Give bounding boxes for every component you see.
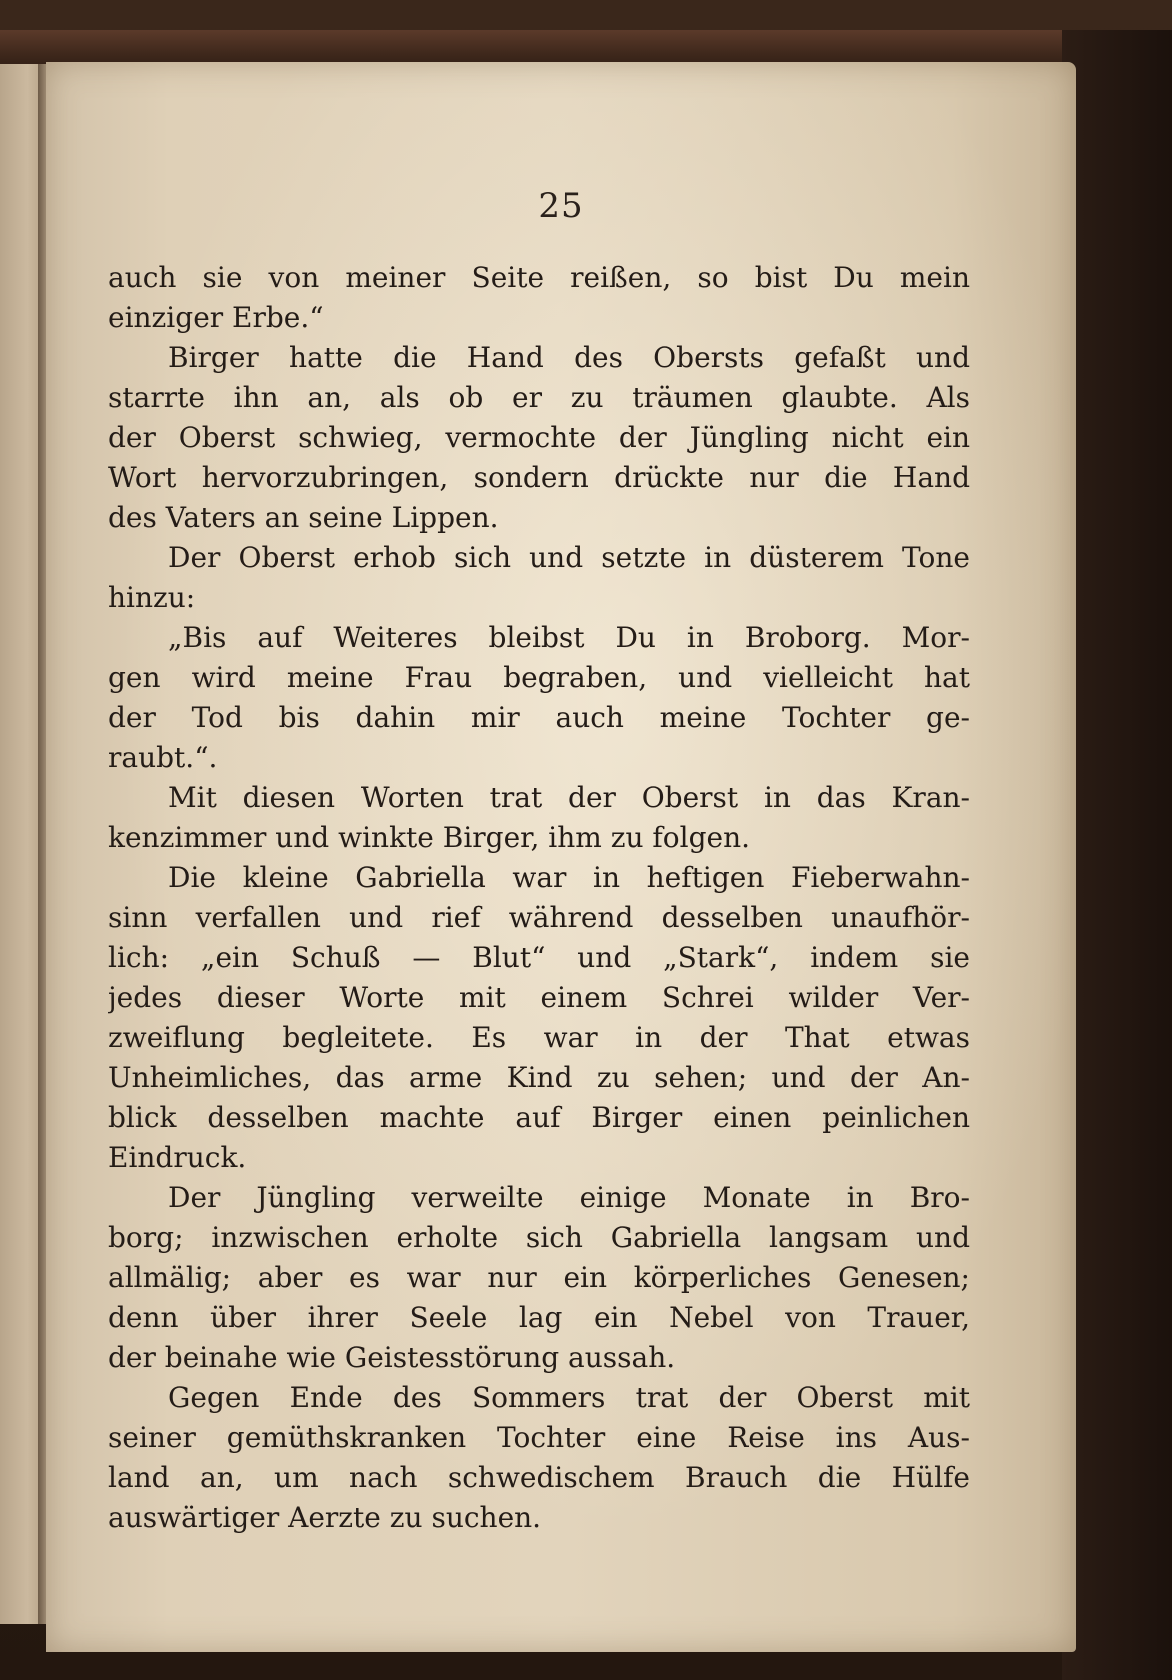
text-line: Mit diesen Worten trat der Oberst in das Kran- xyxy=(168,781,970,814)
text-line: Der Oberst erhob sich und setzte in düsterem Tone xyxy=(168,541,970,574)
text-line: Eindruck. xyxy=(108,1141,247,1174)
text-line: seiner gemüthskranken Tochter eine Reise ins Aus- xyxy=(108,1421,970,1454)
text-line: borg; inzwischen erholte sich Gabriella langsam und xyxy=(108,1221,970,1254)
text-line: Wort hervorzubringen, sondern drückte nur die Hand xyxy=(108,461,970,494)
page-number: 25 xyxy=(538,186,584,226)
text-line: Gegen Ende des Sommers trat der Oberst mit xyxy=(168,1381,970,1414)
text-line: der Oberst schwieg, vermochte der Jüngling nicht ein xyxy=(108,421,970,454)
text-line: starrte ihn an, als ob er zu träumen glaubte. Als xyxy=(108,381,970,414)
book-cover-right-edge xyxy=(1062,30,1172,1680)
text-line: Birger hatte die Hand des Obersts gefaßt und xyxy=(168,341,970,374)
text-line: sinn verfallen und rief während desselben unaufhör- xyxy=(108,901,970,934)
text-line: auswärtiger Aerzte zu suchen. xyxy=(108,1501,542,1534)
text-line: „Bis auf Weiteres bleibst Du in Broborg. Mor- xyxy=(168,621,970,654)
body-text xyxy=(108,257,970,1557)
text-line: lich: „ein Schuß — Blut“ und „Stark“, indem sie xyxy=(108,941,970,974)
text-line: jedes dieser Worte mit einem Schrei wilder Ver- xyxy=(108,981,970,1014)
text-line: kenzimmer und winkte Birger, ihm zu folgen. xyxy=(108,821,751,854)
text-line: Unheimliches, das arme Kind zu sehen; und der An- xyxy=(108,1061,970,1094)
text-line: zweiflung begleitete. Es war in der That etwas xyxy=(108,1021,970,1054)
text-line: gen wird meine Frau begraben, und vielleicht hat xyxy=(108,661,970,694)
text-line: einziger Erbe.“ xyxy=(108,301,324,334)
text-line: Der Jüngling verweilte einige Monate in Bro- xyxy=(168,1181,970,1214)
text-line: des Vaters an seine Lippen. xyxy=(108,501,499,534)
text-line: land an, um nach schwedischem Brauch die Hülfe xyxy=(108,1461,970,1494)
text-line: blick desselben machte auf Birger einen peinlichen xyxy=(108,1101,970,1134)
text-line: denn über ihrer Seele lag ein Nebel von Trauer, xyxy=(108,1301,970,1334)
book-page xyxy=(46,62,1076,1652)
text-line: allmälig; aber es war nur ein körperliches Genesen; xyxy=(108,1261,970,1294)
text-line: Die kleine Gabriella war in heftigen Fieberwahn- xyxy=(168,861,970,894)
text-line: raubt.“. xyxy=(108,741,218,774)
text-line: auch sie von meiner Seite reißen, so bist Du mein xyxy=(108,261,970,294)
text-line: der beinahe wie Geistesstörung aussah. xyxy=(108,1341,676,1374)
text-line: hinzu: xyxy=(108,581,196,614)
text-line: der Tod bis dahin mir auch meine Tochter ge- xyxy=(108,701,970,734)
